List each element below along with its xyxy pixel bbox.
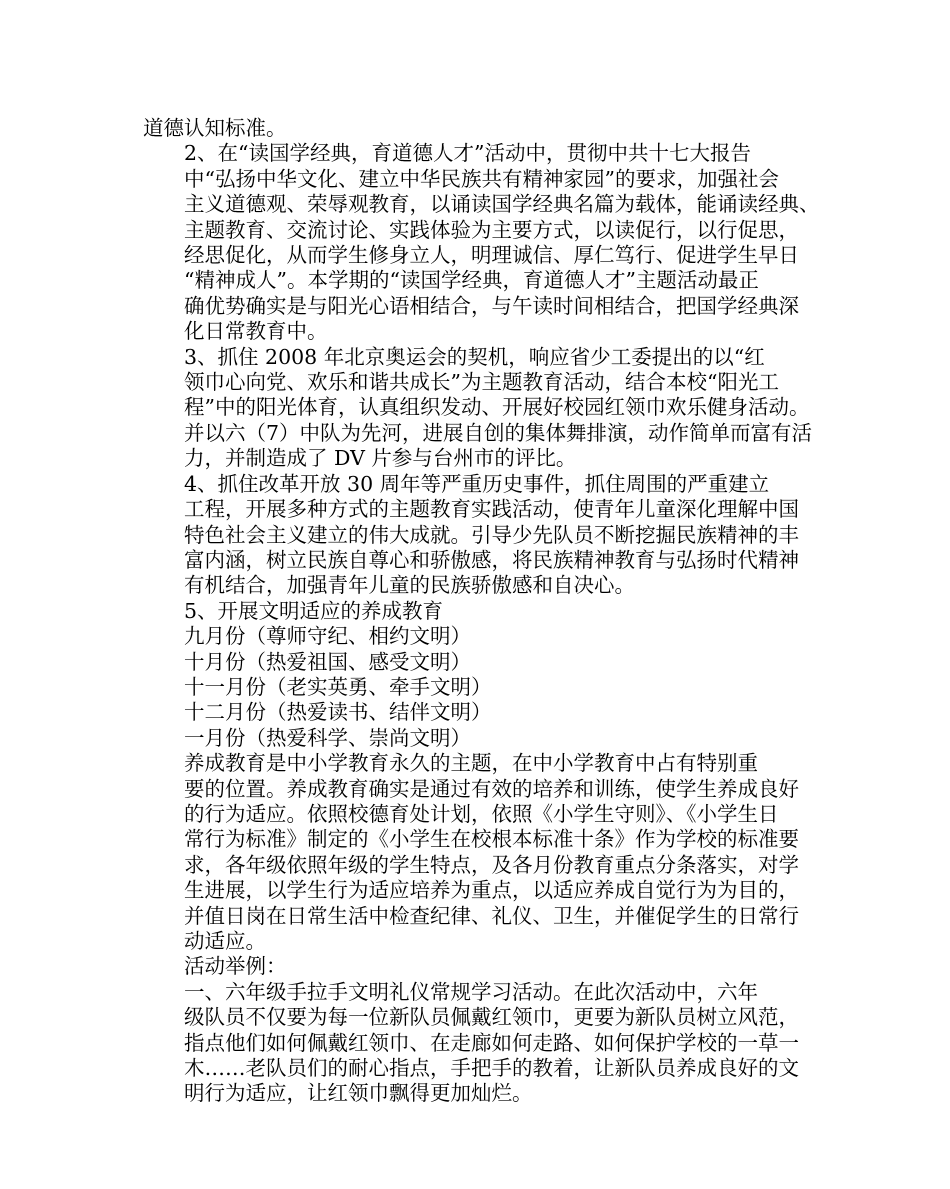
text-line: 道德认知标准。	[143, 116, 287, 140]
text-line: 生进展，以学生行为适应培养为重点，以适应养成自觉行为为目的，	[184, 878, 799, 903]
paragraph	[143, 700, 823, 725]
text-line: 十二月份（热爱读书、结伴文明）	[184, 700, 492, 725]
paragraph	[143, 599, 823, 624]
text-line: 力，并制造成了 DV 片参与台州市的评比。	[184, 446, 577, 471]
text-line: 富内涵，树立民族自尊心和骄傲感，将民族精神教育与弘扬时代精神	[184, 547, 799, 572]
text-line: 常行为标准》制定的《小学生在校根本标准十条》作为学校的标准要	[184, 827, 799, 852]
paragraph	[143, 726, 823, 751]
text-line: 求，各年级依照年级的学生特点，及各月份教育重点分条落实，对学	[184, 852, 799, 877]
paragraph	[143, 472, 823, 599]
text-line: 程”中的阳光体育，认真组织发动、开展好校园红领巾欢乐健身活动。	[184, 395, 810, 420]
text-line: 十一月份（老实英勇、牵手文明）	[184, 674, 492, 699]
text-line: 经思促化，从而学生修身立人，明理诚信、厚仁笃行、促进学生早日	[184, 243, 799, 268]
text-line: 领巾心向党、欢乐和谐共成长”为主题教育活动，结合本校“阳光工	[184, 370, 779, 395]
paragraph	[143, 751, 823, 954]
paragraph	[143, 624, 823, 649]
text-line: “精神成人”。本学期的“读国学经典，育道德人才”主题活动最正	[184, 268, 759, 293]
paragraph	[143, 980, 823, 1107]
paragraph	[143, 675, 823, 700]
text-line: 3、抓住 2008 年北京奥运会的契机，响应省少工委提出的以“红	[184, 344, 765, 369]
text-line: 化日常教育中。	[184, 319, 328, 344]
text-line: 十月份（热爱祖国、感受文明）	[184, 649, 471, 674]
text-line: 指点他们如何佩戴红领巾、在走廊如何走路、如何保护学校的一草一	[184, 1030, 799, 1055]
text-line: 一、六年级手拉手文明礼仪常规学习活动。在此次活动中，六年	[184, 979, 758, 1004]
text-line: 主题教育、交流讨论、实践体验为主要方式，以读促行，以行促思，	[184, 217, 799, 242]
text-line: 有机结合，加强青年儿童的民族骄傲感和自决心。	[184, 573, 635, 598]
text-line: 的行为适应。依照校德育处计划，依照《小学生守则》、《小学生日	[184, 801, 779, 826]
text-line: 4、抓住改革开放 30 周年等严重历史事件，抓住周围的严重建立	[184, 471, 770, 496]
text-line: 动适应。	[184, 929, 266, 953]
text-line: 要的位置。养成教育确实是通过有效的培养和训练，使学生养成良好	[184, 776, 799, 801]
text-line: 工程，开展多种方式的主题教育实践活动，使青年儿童深化理解中国	[184, 497, 799, 522]
paragraph	[143, 141, 823, 344]
text-line: 明行为适应，让红领巾飘得更加灿烂。	[184, 1081, 533, 1106]
text-line: 并值日岗在日常生活中检查纪律、礼仪、卫生，并催促学生的日常行	[184, 903, 799, 928]
paragraph	[143, 650, 823, 675]
paragraph	[143, 954, 823, 979]
document-page	[143, 116, 823, 1107]
text-line: 一月份（热爱科学、崇尚文明）	[184, 725, 471, 750]
text-line: 2、在“读国学经典，育道德人才”活动中，贯彻中共十七大报告	[184, 141, 752, 166]
paragraph	[143, 116, 823, 141]
text-line: 木……老队员们的耐心指点，手把手的教着，让新队员养成良好的文	[184, 1056, 799, 1081]
text-line: 中“弘扬中华文化、建立中华民族共有精神家园”的要求，加强社会	[184, 166, 779, 191]
text-line: 特色社会主义建立的伟大成就。引导少先队员不断挖掘民族精神的丰	[184, 522, 799, 547]
text-line: 并以六（7）中队为先河，进展自创的集体舞排演，动作简单而富有活	[184, 420, 813, 445]
text-line: 主义道德观、荣辱观教育，以诵读国学经典名篇为载体，能诵读经典、	[184, 192, 820, 217]
text-line: 确优势确实是与阳光心语相结合，与午读时间相结合，把国学经典深	[184, 293, 799, 318]
paragraph	[143, 345, 823, 472]
text-line: 活动举例：	[184, 954, 287, 979]
text-line: 级队员不仅要为每一位新队员佩戴红领巾，更要为新队员树立风范，	[184, 1005, 799, 1030]
text-line: 养成教育是中小学教育永久的主题，在中小学教育中占有特别重	[184, 751, 758, 776]
text-line: 5、开展文明适应的养成教育	[184, 598, 444, 623]
text-line: 九月份（尊师守纪、相约文明）	[184, 624, 471, 649]
